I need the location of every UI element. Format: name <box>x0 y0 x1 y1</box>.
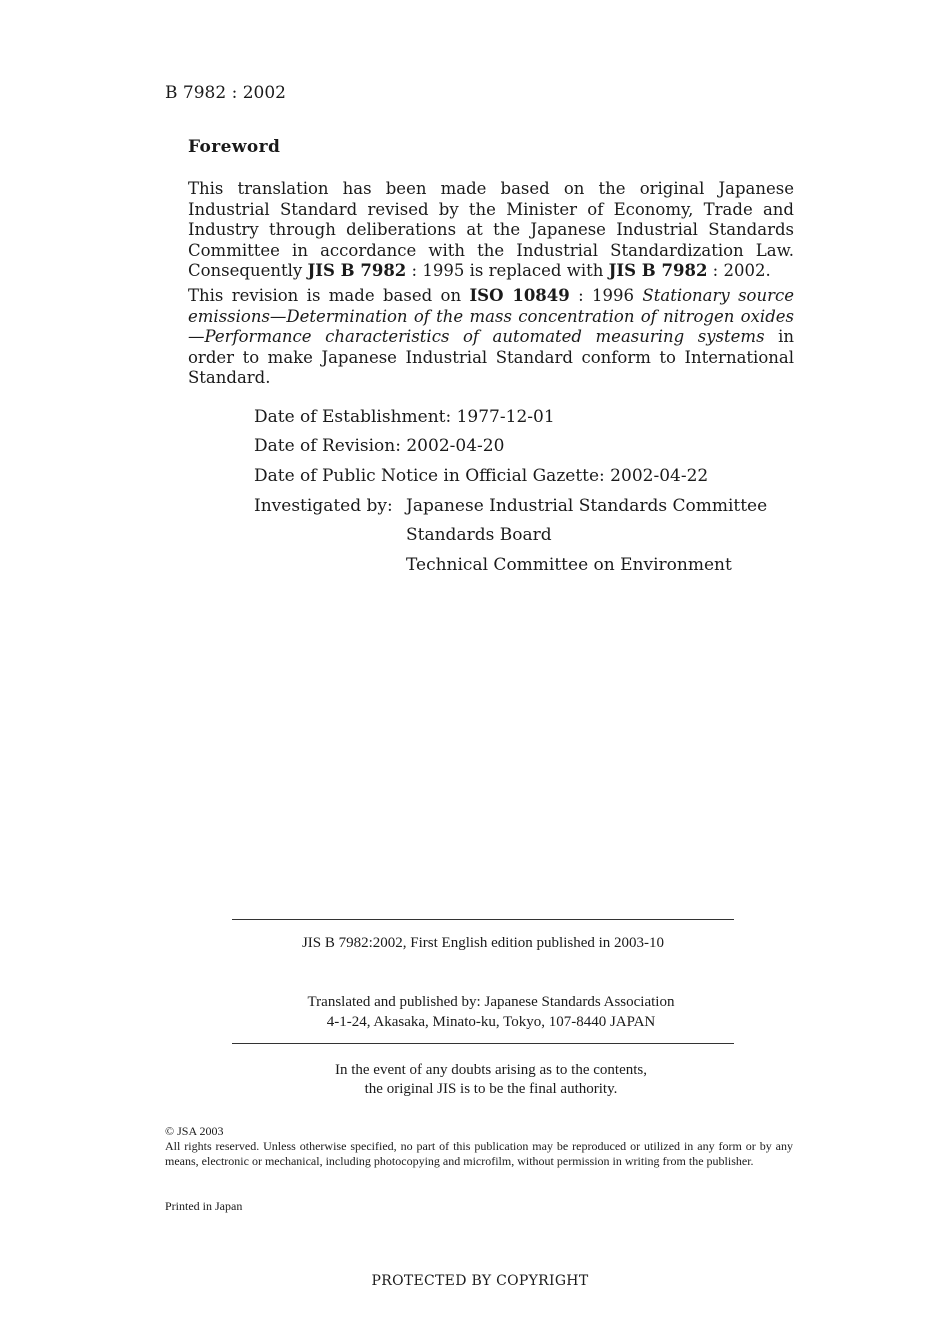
p2-text-a: This revision is made based on <box>188 286 470 305</box>
investigated-by-line-2: Standards Board <box>406 525 552 545</box>
p1-text-b: : 1995 is replaced with <box>406 261 609 281</box>
divider-bottom <box>232 1043 734 1044</box>
foreword-paragraph-2 <box>188 286 794 389</box>
first-edition-line: JIS B 7982:2002, First English edition published in 2003-10 <box>301 935 665 951</box>
p2-text-b: : 1996 <box>569 286 643 305</box>
p1-text-a: This translation has been made based on the original Japanese Industrial Standard revised by the Minister of Economy, Trade and Industry through deliberations at the Japanese Industrial Standards Committee in accordance with the Industrial Standardization Law. Consequently <box>188 179 794 281</box>
p2-text-c: in order to make Japanese Industrial Standard conform to International Standard. <box>188 327 794 388</box>
investigated-by-line-3: Technical Committee on Environment <box>406 555 732 575</box>
publisher-line-1: Translated and published by: Japanese Standards Association <box>307 994 675 1010</box>
date-public-notice: Date of Public Notice in Official Gazette: 2002-04-22 <box>254 466 709 486</box>
copyright-holder: © JSA 2003 <box>165 1124 224 1138</box>
date-revision: Date of Revision: 2002-04-20 <box>254 436 505 456</box>
copyright-rights: All rights reserved. Unless otherwise specified, no part of this publication may be reproduced or utilized in any form or by any means, electronic or mechanical, including photocopying and microfilm, without permission in writing from the publisher. <box>165 1139 793 1168</box>
investigated-by-label: Investigated by: <box>254 496 393 516</box>
p2-iso-title: Stationary source emissions—Determination of the mass concentration of nitrogen oxides—Performance characteristics of automated measuring systems <box>188 286 794 347</box>
authority-line-1: In the event of any doubts arising as to the contents, <box>334 1062 647 1078</box>
investigated-by-line-1: Japanese Industrial Standards Committee <box>406 496 768 516</box>
foreword-title: Foreword <box>188 137 281 157</box>
p2-iso: ISO 10849 <box>469 286 570 305</box>
p1-std-new: JIS B 7982 <box>608 261 708 281</box>
foreword-paragraph-1 <box>188 179 794 282</box>
p1-text-c: : 2002. <box>707 261 771 281</box>
publisher-line-2: 4-1-24, Akasaka, Minato-ku, Tokyo, 107-8440 JAPAN <box>326 1014 656 1030</box>
p1-std-old: JIS B 7982 <box>307 261 407 281</box>
date-establishment: Date of Establishment: 1977-12-01 <box>254 407 555 427</box>
authority-line-2: the original JIS is to be the final authority. <box>364 1081 618 1097</box>
printed-in: Printed in Japan <box>165 1199 243 1213</box>
divider-top <box>232 919 734 920</box>
document-id-header: B 7982 : 2002 <box>165 83 286 103</box>
protected-footer: PROTECTED BY COPYRIGHT <box>371 1273 589 1289</box>
